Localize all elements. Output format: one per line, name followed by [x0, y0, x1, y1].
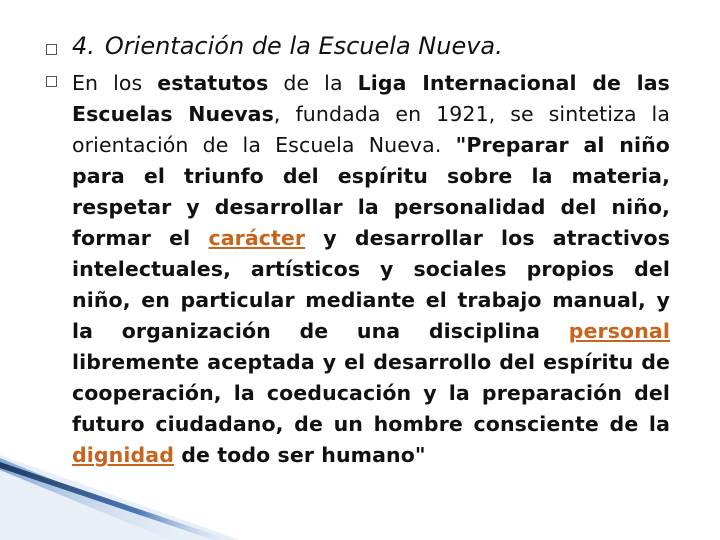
text-segment: En los [72, 71, 158, 95]
quote-segment: de todo ser humano" [173, 443, 426, 467]
quote-segment: libremente aceptada y el desarrollo del espíritu de cooperación, la coeducación y la preparación del futuro ciudadano, de un hombre consciente de la [72, 350, 670, 436]
link-caracter[interactable]: carácter [208, 226, 306, 250]
quote-segment: "Preparar al niño para el triunfo del espíritu sobre la materia, respetar y desarrollar la personalidad del niño, formar el [72, 133, 670, 250]
link-dignidad[interactable]: dignidad [72, 443, 174, 467]
text-segment: , fundada en 1921, se sintetiza la orientación de la Escuela Nueva. [72, 102, 671, 157]
text-segment: de la [268, 71, 358, 95]
heading-text: Orientación de la Escuela Nueva. [104, 32, 503, 60]
bold-term-liga: Liga Internacional de las Escuelas Nuevas [72, 71, 670, 126]
quote-segment: y desarrollar los atractivos intelectuales, artísticos y sociales propios del niño, en particular mediante el trabajo manual, y la organización de una disciplina [72, 226, 670, 343]
heading-number: 4. [72, 32, 95, 60]
bold-term-estatutos: estatutos [157, 71, 269, 95]
link-personal[interactable]: personal [568, 319, 670, 343]
